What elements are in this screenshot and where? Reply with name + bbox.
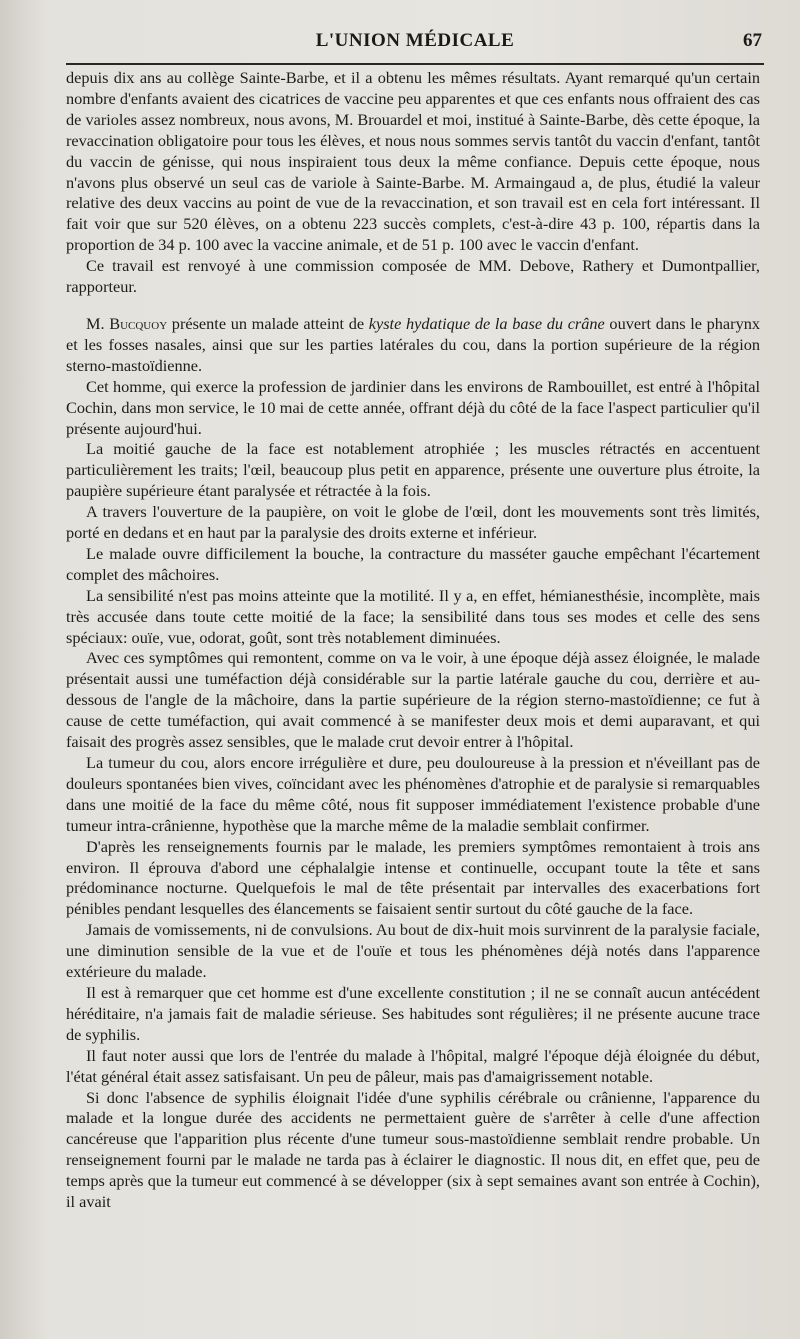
paragraph-patient-history: Cet homme, qui exerce la profession de jardinier dans les environs de Rambouillet, est entré à l'hôpital Cochin, dans mon service, le 10 mai de cette année, offrant déjà du côté de la face l'aspect particulier qu'il présente aujourd'hui. <box>66 376 760 438</box>
paragraph-eye: A travers l'ouverture de la paupière, on voit le globe de l'œil, dont les mouvements sont très limités, porté en dedans et en haut par la paralysie des droits externe et inférieur. <box>66 502 760 543</box>
article-body <box>66 68 760 1213</box>
paragraph-sensibility: La sensibilité n'est pas moins atteinte que la motilité. Il y a, en effet, hémianesthésie, incomplète, mais très accusée dans toute cette moitié de la face; la sensibilité dans tous ses modes et celle des sens spéciaux: ouïe, vue, odorat, goût, sont très notablement diminuées. <box>66 585 760 647</box>
header-rule <box>66 63 764 65</box>
paragraph-diagnosis: Si donc l'absence de syphilis éloignait l'idée d'une syphilis cérébrale ou crânienne, l'apparence du malade et la longue durée des accidents ne permettaient guère de s'arrêter à celle d'une affection cancéreuse que l'apparition plus récente d'une tumeur sous-mastoïdienne semblait rendre probable. Un renseignement fourni par le malade ne tarda pas à éclairer le diagnostic. Il nous dit, en effet que, peu de temps après que la tumeur eut commencé à se développer (six à sept semaines avant son entrée à Cochin), il avait <box>66 1087 760 1212</box>
case-text: ouvert dans le pharynx et les fosses nasales, ainsi que sur les parties latérales du cou, dans la portion supérieure de la région sterno-mastoïdienne. <box>66 313 760 375</box>
paragraph-tumefaction: Avec ces symptômes qui remontent, comme on va le voir, à une époque déjà assez éloignée, le malade présentait aussi une tuméfaction déjà considérable sur la partie latérale gauche du cou, derrière et au-dessous de l'angle de la mâchoire, dans la partie supérieure de la région sterno-mastoïdienne; ce fut à cause de cette tuméfaction, qui avait commencé à se manifester deux mois et demi auparavant, et qui faisait des progrès assez sensibles, que le malade crut devoir entrer à l'hôpital. <box>66 648 760 752</box>
page-number: 67 <box>743 30 762 51</box>
paragraph-general-state: Il faut noter aussi que lors de l'entrée du malade à l'hôpital, malgré l'époque déjà éloignée du début, l'état général était assez satisfaisant. Un peu de pâleur, mais pas d'amaigrissement notable. <box>66 1045 760 1086</box>
middle-text: présente un malade atteint de <box>167 313 369 333</box>
paragraph-commission: Ce travail est renvoyé à une commission composée de MM. Debove, Rathery et Dumontpallier, rapporteur. <box>66 256 760 297</box>
paragraph-neck-tumor: La tumeur du cou, alors encore irrégulière et dure, peu douloureuse à la pression et n'éveillant pas de douleurs spontanées bien vives, coïncidant avec les phénomènes d'atrophie et de paralysie si remarquables dans une moitié de la face du même côté, nous fit supposer immédiatement l'existence probable d'une tumeur intra-crânienne, hypothèse que la marche même de la maladie semblait confirmer. <box>66 753 760 835</box>
paragraph-face-atrophy: La moitié gauche de la face est notablement atrophiée ; les muscles rétractés en accentuent particulièrement les traits; l'œil, beaucoup plus petit en apparence, présente une ouverture plus étroite, la paupière supérieure étant paralysée et rétractée à la fois. <box>66 439 760 501</box>
diagnosis-italic: kyste hydatique de la base du crâne <box>368 313 605 333</box>
paragraph-no-vomiting: Jamais de vomissements, ni de convulsions. Au bout de dix-huit mois survinrent de la paralysie faciale, une diminution sensible de la vue et de l'ouïe et tous les phénomènes déjà notés dans l'apparence extérieure du malade. <box>66 920 760 982</box>
paragraph-first-symptoms: D'après les renseignements fournis par le malade, les premiers symptômes remontaient à trois ans environ. Il éprouva d'abord une céphalalgie intense et continuelle, occupant toute la tête et sans prédominance nocturne. Quelquefois le mal de tête présentait par intervalles des exacerbations fort pénibles pendant lesquelles des élancements se faisaient sentir surtout du côté gauche de la face. <box>66 836 760 919</box>
paragraph-case-presentation <box>66 314 760 377</box>
paragraph-constitution: Il est à remarquer que cet homme est d'une excellente constitution ; il ne se connaît aucun antécédent héréditaire, n'a jamais fait de maladie sérieuse. Ses habitudes sont régulières; il ne présente aucune trace de syphilis. <box>66 982 760 1044</box>
speaker-name: Bucquoy <box>109 313 168 333</box>
prefix: M. <box>86 313 110 333</box>
journal-title: L'UNION MÉDICALE <box>315 30 515 51</box>
running-header <box>66 30 764 58</box>
paragraph-mouth: Le malade ouvre difficilement la bouche, la contracture du masséter gauche empêchant l'écartement complet des mâchoires. <box>66 543 760 584</box>
paragraph-continuation: depuis dix ans au collège Sainte-Barbe, et il a obtenu les mêmes résultats. Ayant remarqué qu'un certain nombre d'enfants avaient des cicatrices de vaccine peu apparentes et que ces enfants nous offraient des cas de varioles assez nombreux, nous avons, M. Brouardel et moi, institué à Sainte-Barbe, dès cette époque, la revaccination obligatoire pour tous les élèves, et nous nous sommes servis tantôt du vaccin d'enfant, tantôt du vaccin de génisse, qui nous inspiraient tous deux la même confiance. Depuis cette époque, nous n'avons plus observé un seul cas de variole à Sainte-Barbe. M. Armaingaud a, de plus, étudié la valeur relative des deux vaccins au point de vue de la revaccination, et son travail est en cela fort intéressant. Il fait voir que sur 520 élèves, on a obtenu 223 succès complets, c'est-à-dire 43 p. 100, répartis dans la proportion de 34 p. 100 avec la vaccine animale, et de 51 p. 100 avec le vaccin d'enfant. <box>66 68 760 255</box>
